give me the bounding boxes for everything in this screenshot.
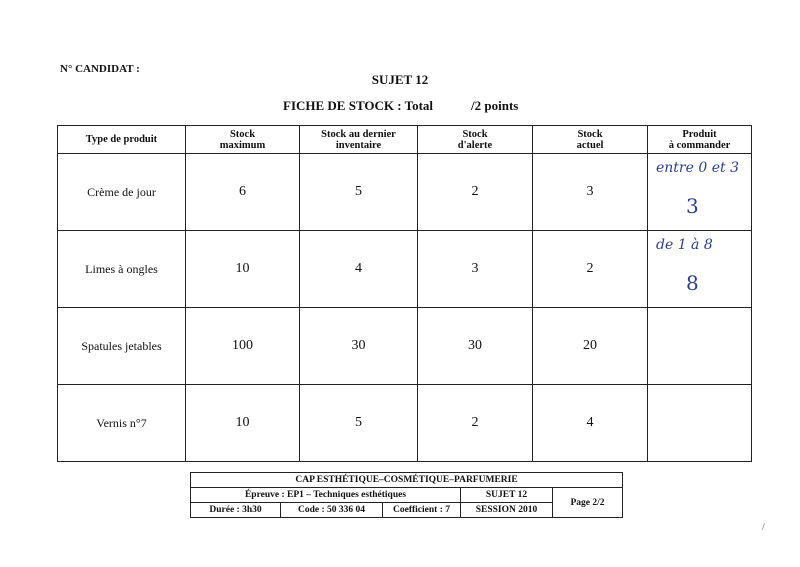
col-header-stock-max: Stock maximum	[186, 126, 300, 154]
cell-stock-max: 10	[186, 231, 300, 308]
handwritten-answer: 8	[686, 271, 699, 295]
cell-product: Limes à ongles	[58, 231, 186, 308]
cell-stock-alert: 30	[418, 308, 533, 385]
footer-page-number: Page 2/2	[553, 488, 623, 518]
cell-stock-current: 4	[533, 385, 648, 462]
footer-duration: Durée : 3h30	[191, 503, 281, 518]
cell-stock-max: 100	[186, 308, 300, 385]
cell-to-order[interactable]	[648, 385, 752, 462]
footer-exam-title: CAP ESTHÉTIQUE–COSMÉTIQUE–PARFUMERIE	[191, 473, 623, 488]
cell-product: Spatules jetables	[58, 308, 186, 385]
footer-code: Code : 50 336 04	[281, 503, 383, 518]
points-total: /2 points	[471, 98, 519, 113]
stock-table	[57, 125, 752, 462]
cell-product: Crème de jour	[58, 154, 186, 231]
footer-coefficient: Coefficient : 7	[383, 503, 461, 518]
cell-stock-inventory: 5	[300, 154, 418, 231]
candidate-number-label: N° CANDIDAT :	[60, 63, 140, 75]
col-header-to-order: Produit à commander	[648, 126, 752, 154]
col-header-stock-inventory: Stock au dernier inventaire	[300, 126, 418, 154]
cell-stock-current: 3	[533, 154, 648, 231]
subject-heading: SUJET 12	[371, 72, 429, 87]
stray-pen-mark: /	[762, 522, 765, 533]
cell-product: Vernis n°7	[58, 385, 186, 462]
cell-stock-max: 6	[186, 154, 300, 231]
cell-to-order[interactable]	[648, 231, 752, 308]
stock-sheet-title-text: FICHE DE STOCK : Total	[283, 98, 434, 113]
cell-stock-max: 10	[186, 385, 300, 462]
cell-to-order[interactable]	[648, 154, 752, 231]
footer-sujet: SUJET 12	[461, 488, 553, 503]
table-row	[58, 154, 752, 231]
col-header-stock-current: Stock actuel	[533, 126, 648, 154]
table-row	[58, 308, 752, 385]
col-header-stock-alert: Stock d'alerte	[418, 126, 533, 154]
footer-session: SESSION 2010	[461, 503, 553, 518]
cell-stock-inventory: 30	[300, 308, 418, 385]
handwritten-range: de 1 à 8	[656, 237, 713, 253]
col-header-product-type: Type de produit	[58, 126, 186, 154]
table-header-row	[58, 126, 752, 154]
table-row	[58, 231, 752, 308]
cell-stock-inventory: 4	[300, 231, 418, 308]
stock-sheet-title	[283, 98, 518, 114]
cell-stock-alert: 2	[418, 154, 533, 231]
handwritten-range: entre 0 et 3	[656, 160, 739, 176]
cell-to-order[interactable]	[648, 308, 752, 385]
exam-footer-box	[190, 472, 623, 518]
cell-stock-current: 20	[533, 308, 648, 385]
cell-stock-alert: 2	[418, 385, 533, 462]
footer-epreuve: Épreuve : EP1 – Techniques esthétiques	[191, 488, 461, 503]
table-row	[58, 385, 752, 462]
handwritten-answer: 3	[686, 194, 699, 218]
cell-stock-inventory: 5	[300, 385, 418, 462]
cell-stock-alert: 3	[418, 231, 533, 308]
cell-stock-current: 2	[533, 231, 648, 308]
